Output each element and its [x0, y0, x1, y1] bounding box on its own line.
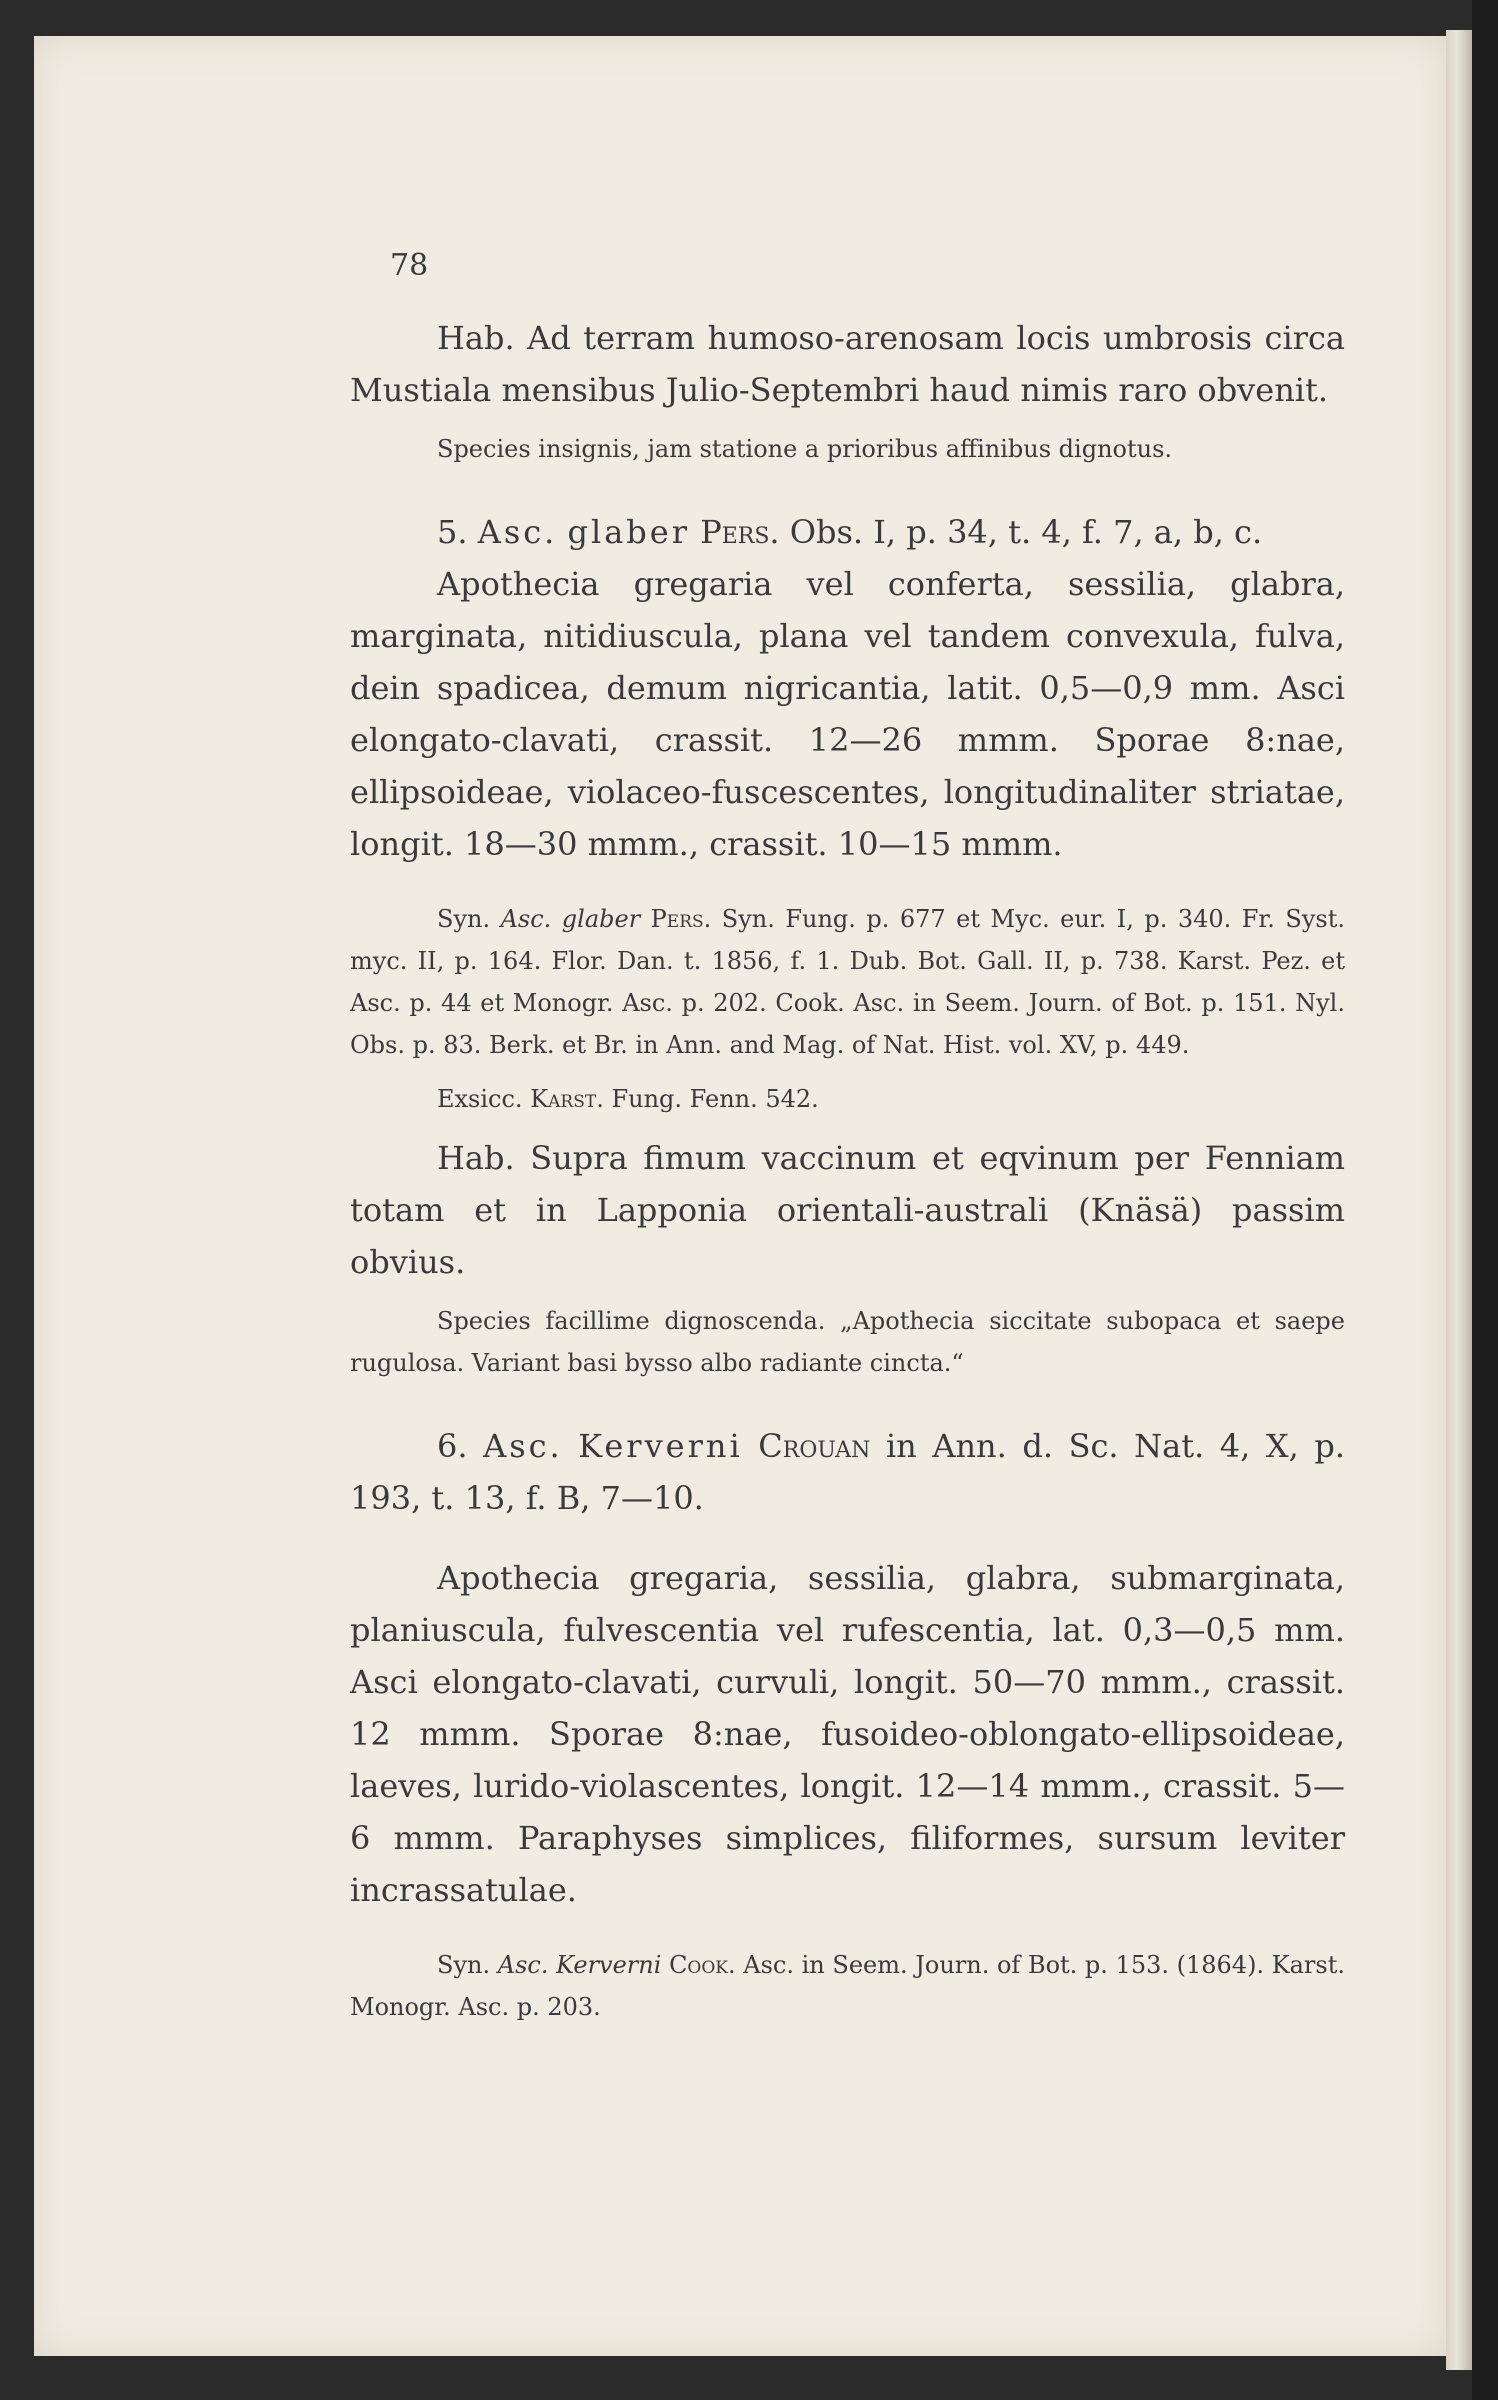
exsiccata-author: Karst.	[530, 1085, 604, 1113]
synonymy-text: Asc. in Seem. Journ. of Bot. p. 153. (1864). Karst. Monogr. Asc. p. 203.	[350, 1951, 1345, 2021]
page-text	[350, 240, 1345, 2028]
page-number: 78	[390, 248, 429, 283]
species-genus: Asc.	[477, 513, 558, 551]
species-number: 5.	[437, 513, 468, 551]
description-paragraph-5: Apothecia gregaria vel conferta, sessilia, glabra, marginata, nitidiuscula, plana vel tandem convexula, fulva, dein spadicea, demum nigricantia, latit. 0,5—0,9 mm. Asci elongato-clavati, crassit. 12—26 mmm. Sporae 8:nae, ellipsoideae, violaceo-fuscescentes, longitudinaliter striatae, longit. 18—30 mmm., crassit. 10—15 mmm.	[350, 565, 1345, 863]
note-paragraph-4: Species insignis, jam statione a prioribus affinibus dignotus.	[437, 435, 1173, 463]
species-epithet: glaber	[567, 513, 691, 551]
species-heading-5	[350, 506, 1345, 558]
species-epithet: Kerverni	[578, 1427, 743, 1465]
species-reference: in Ann. d. Sc. Nat. 4, X, p. 193, t. 13, f. B, 7—10.	[350, 1427, 1346, 1517]
synonymy-author: Cook.	[669, 1951, 736, 1979]
species-heading-6	[350, 1420, 1345, 1524]
synonymy-name: Asc. Kerverni	[497, 1951, 662, 1979]
synonymy-text: Syn. Fung. p. 677 et Myc. eur. I, p. 340. Fr. Syst. myc. II, p. 164. Flor. Dan. t. 1856, f. 1. Dub. Bot. Gall. II, p. 738. Karst. Pez. et Asc. p. 44 et Monogr. Asc. p. 202. Cook. Asc. in Seem. Journ. of Bot. p. 151. Nyl. Obs. p. 83. Berk. et Br. in Ann. and Mag. of Nat. Hist. vol. XV, p. 449.	[350, 905, 1345, 1059]
species-reference: Obs. I, p. 34, t. 4, f. 7, a, b, c.	[789, 513, 1263, 551]
synonymy-name: Asc. glaber	[500, 905, 641, 933]
exsiccata-label: Exsicc.	[437, 1085, 523, 1113]
species-author: Crouan	[758, 1427, 871, 1465]
exsiccata-paragraph-5	[350, 1078, 1345, 1120]
scan-border	[1472, 0, 1498, 2400]
page-edge	[1446, 30, 1472, 2370]
note-paragraph-5: Species facillime dignoscenda. „Apothecia siccitate subopaca et saepe rugulosa. Variant basi bysso albo radiante cincta.“	[350, 1307, 1345, 1377]
synonymy-paragraph-6	[350, 1944, 1345, 2028]
synonymy-paragraph-5	[350, 898, 1345, 1066]
species-author: Pers.	[700, 513, 780, 551]
species-genus: Asc.	[483, 1427, 563, 1465]
species-number: 6.	[437, 1427, 468, 1465]
exsiccata-text: Fung. Fenn. 542.	[611, 1085, 819, 1113]
habitat-paragraph-4: Hab. Ad terram humoso-arenosam locis umbrosis circa Mustiala mensibus Julio-Septembri haud nimis raro obvenit.	[350, 319, 1345, 409]
synonymy-label: Syn.	[437, 905, 491, 933]
synonymy-label: Syn.	[437, 1951, 491, 1979]
habitat-paragraph-5: Hab. Supra fimum vaccinum et eqvinum per Fenniam totam et in Lapponia orientali-australi (Knäsä) passim obvius.	[350, 1139, 1345, 1281]
synonymy-author: Pers.	[650, 905, 712, 933]
description-paragraph-6: Apothecia gregaria, sessilia, glabra, submarginata, planiuscula, fulvescentia vel rufescentia, lat. 0,3—0,5 mm. Asci elongato-clavati, curvuli, longit. 50—70 mmm., crassit. 12 mmm. Sporae 8:nae, fusoideo-oblongato-ellipsoideae, laeves, lurido-violascentes, longit. 12—14 mmm., crassit. 5—6 mmm. Paraphyses simplices, filiformes, sursum leviter incrassatulae.	[350, 1559, 1345, 1909]
